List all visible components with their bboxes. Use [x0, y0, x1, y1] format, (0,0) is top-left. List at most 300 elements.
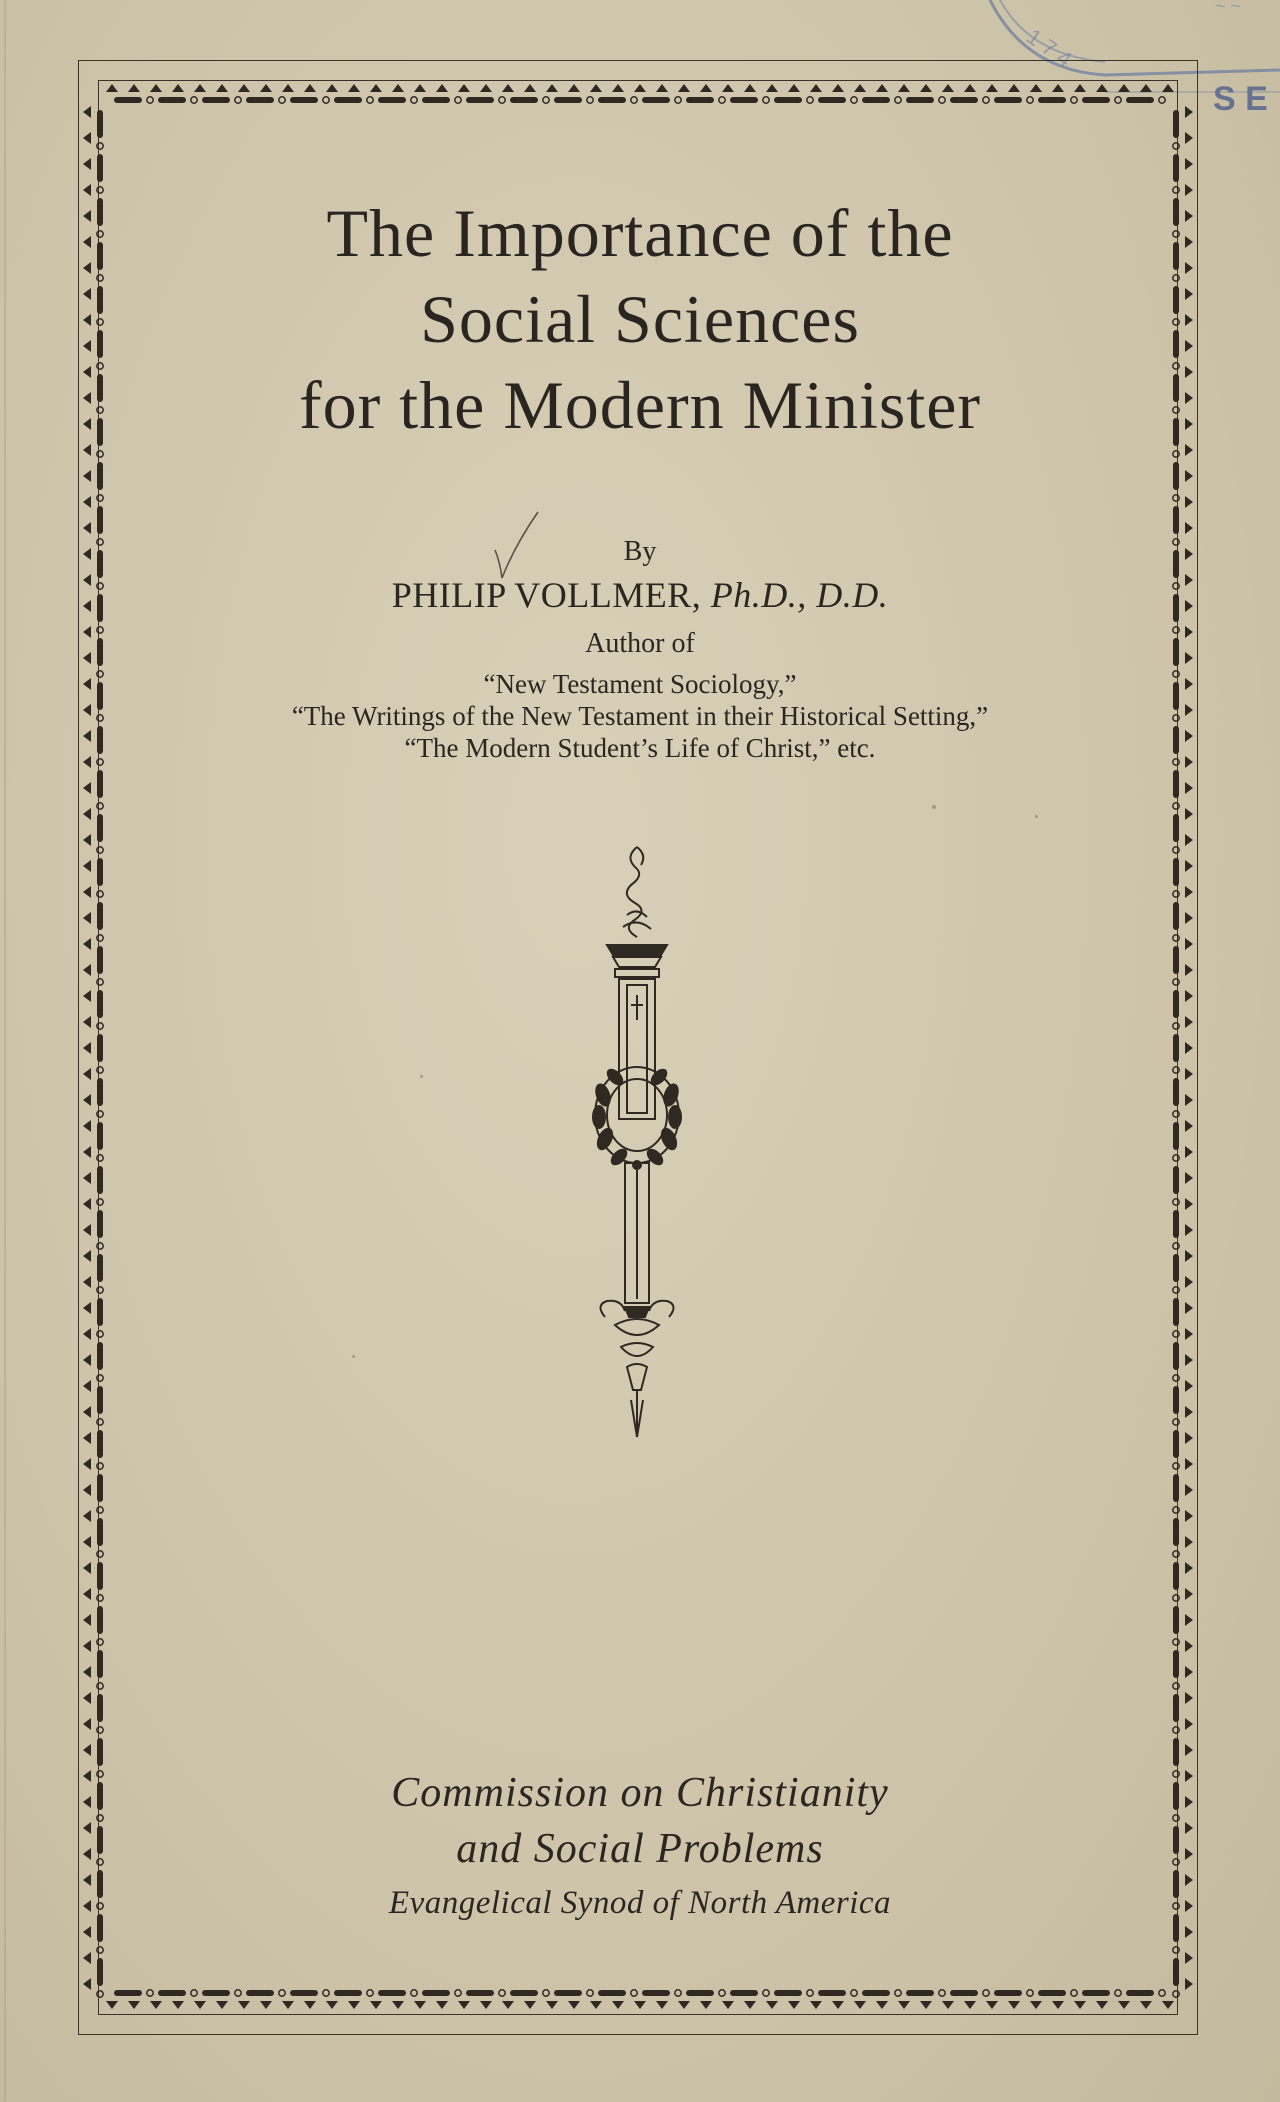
border-ornament-link	[97, 946, 103, 974]
border-ornament-link	[83, 1068, 91, 1080]
border-ornament-link	[898, 84, 910, 92]
border-ornament-link	[1038, 1990, 1066, 1996]
border-ornament-link	[83, 132, 91, 144]
border-ornament-link	[436, 84, 448, 92]
border-ornament-link	[83, 288, 91, 300]
publisher	[120, 1765, 1160, 1877]
border-ornament-link	[1173, 715, 1179, 721]
border-ornament-link	[1173, 187, 1179, 193]
border-ornament-link	[455, 1990, 461, 1996]
border-ornament-link	[83, 1848, 91, 1860]
border-ornament-link	[83, 1510, 91, 1522]
border-ornament-link	[568, 2001, 580, 2009]
border-ornament-link	[1173, 451, 1179, 457]
border-ornament-link	[631, 1990, 637, 1996]
border-ornament-link	[1173, 1958, 1179, 1986]
border-ornament-link	[246, 97, 274, 103]
border-ornament-link	[83, 834, 91, 846]
border-ornament-link	[1185, 106, 1193, 118]
border-ornament-link	[83, 418, 91, 430]
border-ornament-link	[150, 84, 162, 92]
border-ornament-link	[950, 97, 978, 103]
border-ornament-link	[83, 340, 91, 352]
svg-text:1 7 4: 1 7 4	[1022, 23, 1077, 73]
border-ornament-link	[97, 814, 103, 842]
border-ornament-link	[480, 84, 492, 92]
border-ornament-link	[97, 1903, 103, 1909]
border-ornament-link	[1185, 1016, 1193, 1028]
border-ornament-link	[1052, 84, 1064, 92]
border-ornament-link	[466, 1990, 494, 1996]
border-ornament-link	[326, 2001, 338, 2009]
border-ornament-link	[1173, 154, 1179, 182]
border-ornament-link	[83, 912, 91, 924]
border-ornament-link	[458, 2001, 470, 2009]
border-ornament-link	[83, 808, 91, 820]
border-ornament-link	[83, 1900, 91, 1912]
border-ornament-link	[832, 84, 844, 92]
border-ornament-link	[97, 1023, 103, 1029]
border-ornament-link	[83, 964, 91, 976]
border-ornament-link	[97, 374, 103, 402]
border-ornament-link	[1185, 652, 1193, 664]
border-ornament-link	[83, 1770, 91, 1782]
border-ornament-link	[97, 1606, 103, 1634]
border-ornament-link	[788, 2001, 800, 2009]
border-ornament-link	[1185, 912, 1193, 924]
author-line	[120, 574, 1160, 616]
border-ornament-link	[1173, 110, 1179, 138]
border-ornament-link	[1173, 198, 1179, 226]
border-ornament-link	[1173, 594, 1179, 622]
border-ornament-link	[1173, 286, 1179, 314]
border-ornament-link	[1185, 1848, 1193, 1860]
border-ornament-link	[1185, 730, 1193, 742]
border-ornament-link	[97, 1694, 103, 1722]
border-ornament-link	[378, 1990, 406, 1996]
border-ornament-link	[83, 652, 91, 664]
border-ornament-link	[587, 97, 593, 103]
border-ornament-link	[83, 1874, 91, 1886]
border-ornament-link	[1185, 236, 1193, 248]
border-ornament-link	[906, 97, 934, 103]
border-ornament-link	[1173, 682, 1179, 710]
border-ornament-link	[83, 1796, 91, 1808]
border-ornament-link	[83, 1276, 91, 1288]
border-ornament-link	[392, 2001, 404, 2009]
border-ornament-link	[97, 759, 103, 765]
border-ornament-link	[862, 1990, 890, 1996]
border-ornament-link	[83, 210, 91, 222]
border-ornament-link	[1173, 1331, 1179, 1337]
border-ornament-link	[1185, 1068, 1193, 1080]
border-ornament-link	[1173, 759, 1179, 765]
publisher-line: Commission on Christianity	[391, 1770, 889, 1816]
border-ornament-link	[554, 1990, 582, 1996]
border-ornament-link	[83, 990, 91, 1002]
border-ornament-link	[128, 84, 140, 92]
border-ornament-link	[455, 97, 461, 103]
border-ornament-link	[216, 84, 228, 92]
border-ornament-link	[1118, 2001, 1130, 2009]
border-ornament-link	[1115, 1990, 1121, 1996]
border-ornament-link	[1173, 1826, 1179, 1854]
border-ornament-link	[1140, 2001, 1152, 2009]
svg-text:S E: S E	[1213, 80, 1268, 118]
border-ornament-link	[83, 470, 91, 482]
border-ornament-link	[763, 97, 769, 103]
border-ornament-link	[1173, 847, 1179, 853]
border-ornament-link	[83, 262, 91, 274]
border-ornament-link	[290, 97, 318, 103]
border-ornament-link	[763, 1990, 769, 1996]
border-ornament-link	[1173, 1782, 1179, 1810]
border-ornament-link	[83, 860, 91, 872]
border-ornament-link	[1052, 2001, 1064, 2009]
border-ornament-link	[83, 704, 91, 716]
border-ornament-link	[194, 2001, 206, 2009]
work-title: “The Modern Student’s Life of Christ,” etc.	[404, 733, 876, 763]
border-ornament-link	[1173, 935, 1179, 941]
border-ornament-link	[97, 770, 103, 798]
border-ornament-link	[114, 1990, 142, 1996]
border-ornament-link	[83, 1926, 91, 1938]
border-ornament-link	[1185, 1172, 1193, 1184]
border-ornament-link	[1173, 462, 1179, 490]
border-ornament-link	[1096, 84, 1108, 92]
border-ornament-link	[546, 84, 558, 92]
border-ornament-link	[83, 522, 91, 534]
border-ornament-link	[851, 1990, 857, 1996]
border-ornament-link	[1185, 1666, 1193, 1678]
border-ornament-link	[260, 2001, 272, 2009]
border-ornament-link	[414, 2001, 426, 2009]
border-ornament-link	[83, 1536, 91, 1548]
border-ornament-link	[986, 2001, 998, 2009]
border-ornament-link	[656, 84, 668, 92]
page-edge-shadow	[4, 0, 6, 2102]
border-ornament-link	[1173, 1914, 1179, 1942]
border-ornament-link	[1173, 1254, 1179, 1282]
border-ornament-link	[510, 97, 538, 103]
border-ornament-link	[807, 1990, 813, 1996]
border-ornament-link	[1185, 132, 1193, 144]
border-ornament-link	[97, 539, 103, 545]
border-ornament-link	[97, 1991, 103, 1997]
border-ornament-link	[1173, 363, 1179, 369]
border-ornament-link	[238, 2001, 250, 2009]
border-ornament-link	[97, 462, 103, 490]
border-ornament-link	[1173, 902, 1179, 930]
border-ornament-link	[1173, 1287, 1179, 1293]
border-ornament-link	[1173, 1111, 1179, 1117]
border-ornament-link	[97, 198, 103, 226]
border-ornament-link	[83, 444, 91, 456]
border-ornament-link	[1185, 1900, 1193, 1912]
border-ornament-link	[1173, 1430, 1179, 1458]
border-ornament-link	[744, 84, 756, 92]
border-ornament-link	[1185, 1328, 1193, 1340]
border-ornament-link	[1173, 583, 1179, 589]
border-ornament-link	[1185, 1302, 1193, 1314]
border-ornament-link	[807, 97, 813, 103]
border-ornament-link	[1173, 330, 1179, 358]
border-ornament-link	[1185, 210, 1193, 222]
border-ornament-link	[1074, 84, 1086, 92]
border-ornament-link	[906, 1990, 934, 1996]
border-ornament-link	[83, 886, 91, 898]
border-ornament-link	[83, 1718, 91, 1730]
border-ornament-link	[700, 84, 712, 92]
border-ornament-link	[83, 730, 91, 742]
border-ornament-link	[1173, 1595, 1179, 1601]
border-ornament-link	[367, 97, 373, 103]
document-title	[120, 190, 1160, 448]
border-ornament-link	[97, 1199, 103, 1205]
border-ornament-link	[994, 1990, 1022, 1996]
border-ornament-link	[634, 2001, 646, 2009]
border-ornament-link	[158, 97, 186, 103]
border-ornament-link	[719, 1990, 725, 1996]
border-ornament-link	[1173, 1199, 1179, 1205]
border-ornament-link	[97, 242, 103, 270]
border-ornament-link	[1173, 1155, 1179, 1161]
border-ornament-link	[524, 2001, 536, 2009]
border-ornament-link	[1173, 1243, 1179, 1249]
border-ornament-link	[1185, 496, 1193, 508]
border-ornament-link	[83, 106, 91, 118]
border-ornament-link	[675, 1990, 681, 1996]
border-ornament-link	[1030, 2001, 1042, 2009]
border-ornament-link	[1185, 1094, 1193, 1106]
border-ornament-link	[97, 495, 103, 501]
border-ornament-link	[1173, 1903, 1179, 1909]
title-line: Social Sciences	[420, 281, 860, 357]
border-ornament-link	[97, 1034, 103, 1062]
border-ornament-link	[83, 1744, 91, 1756]
border-ornament-link	[1185, 1614, 1193, 1626]
border-ornament-link	[83, 1120, 91, 1132]
border-ornament-link	[510, 1990, 538, 1996]
border-ornament-link	[1173, 539, 1179, 545]
border-ornament-link	[1173, 814, 1179, 842]
border-ornament-link	[590, 2001, 602, 2009]
border-ornament-link	[1008, 2001, 1020, 2009]
border-ornament-link	[97, 858, 103, 886]
border-ornament-link	[950, 1990, 978, 1996]
border-ornament-link	[854, 84, 866, 92]
border-ornament-link	[83, 158, 91, 170]
border-ornament-link	[1173, 418, 1179, 446]
border-ornament-link	[83, 782, 91, 794]
border-ornament-link	[334, 1990, 362, 1996]
border-ornament-link	[246, 1990, 274, 1996]
border-ornament-link	[97, 1771, 103, 1777]
border-ornament-link	[678, 2001, 690, 2009]
border-ornament-link	[730, 1990, 758, 1996]
border-ornament-link	[97, 1562, 103, 1590]
border-ornament-link	[876, 2001, 888, 2009]
border-ornament-link	[568, 84, 580, 92]
border-ornament-link	[97, 594, 103, 622]
border-ornament-link	[1173, 1859, 1179, 1865]
border-ornament-link	[1173, 1870, 1179, 1898]
paper-speck	[352, 1355, 355, 1358]
border-ornament-link	[942, 2001, 954, 2009]
border-ornament-link	[1173, 1166, 1179, 1194]
border-ornament-link	[422, 1990, 450, 1996]
border-ornament-link	[83, 496, 91, 508]
border-ornament-link	[1185, 600, 1193, 612]
border-ornament-link	[216, 2001, 228, 2009]
border-ornament-link	[1173, 1650, 1179, 1678]
border-ornament-link	[818, 97, 846, 103]
border-ornament-link	[1162, 84, 1174, 92]
border-ornament-link	[587, 1990, 593, 1996]
border-ornament-link	[1173, 726, 1179, 754]
border-ornament-link	[895, 1990, 901, 1996]
border-ornament-link	[719, 97, 725, 103]
border-ornament-link	[895, 97, 901, 103]
border-ornament-link	[114, 97, 142, 103]
border-ornament-link	[326, 84, 338, 92]
border-ornament-link	[774, 97, 802, 103]
border-ornament-link	[458, 84, 470, 92]
border-ornament-link	[202, 97, 230, 103]
border-ornament-link	[546, 2001, 558, 2009]
border-ornament-link	[370, 2001, 382, 2009]
border-ornament-link	[1173, 1122, 1179, 1150]
border-ornament-link	[983, 97, 989, 103]
border-ornament-link	[1173, 374, 1179, 402]
border-ornament-link	[97, 451, 103, 457]
border-ornament-link	[1173, 1507, 1179, 1513]
border-ornament-link	[83, 1978, 91, 1990]
border-ornament-link	[1173, 1738, 1179, 1766]
border-ornament-link	[97, 1507, 103, 1513]
border-ornament-link	[414, 84, 426, 92]
byline: By	[623, 536, 657, 567]
border-ornament-link	[97, 1166, 103, 1194]
border-ornament-link	[1126, 97, 1154, 103]
border-ornament-link	[97, 682, 103, 710]
border-ornament-link	[1185, 704, 1193, 716]
border-ornament-link	[1038, 97, 1066, 103]
border-ornament-link	[1173, 1034, 1179, 1062]
border-ornament-link	[97, 935, 103, 941]
border-ornament-link	[466, 97, 494, 103]
border-ornament-link	[1185, 444, 1193, 456]
border-ornament-link	[290, 1990, 318, 1996]
work-title: “The Writings of the New Testament in their Historical Setting,”	[291, 701, 989, 731]
border-ornament-link	[1173, 638, 1179, 666]
border-ornament-link	[97, 1958, 103, 1986]
border-ornament-link	[766, 84, 778, 92]
border-ornament-link	[97, 1243, 103, 1249]
border-ornament-link	[97, 583, 103, 589]
border-ornament-link	[1173, 1518, 1179, 1546]
border-ornament-link	[851, 97, 857, 103]
border-ornament-link	[97, 1155, 103, 1161]
border-ornament-link	[1185, 1692, 1193, 1704]
border-ornament-link	[1185, 1380, 1193, 1392]
border-ornament-link	[348, 2001, 360, 2009]
border-ornament-link	[1185, 1926, 1193, 1938]
border-ornament-link	[97, 715, 103, 721]
border-ornament-link	[97, 1210, 103, 1238]
border-ornament-link	[370, 84, 382, 92]
border-ornament-link	[1185, 1198, 1193, 1210]
border-ornament-link	[1173, 1991, 1179, 1997]
border-ornament-link	[876, 84, 888, 92]
border-ornament-link	[722, 2001, 734, 2009]
border-ornament-link	[83, 1302, 91, 1314]
border-ornament-link	[1173, 1386, 1179, 1414]
border-ornament-link	[97, 1342, 103, 1370]
border-ornament-link	[1173, 1023, 1179, 1029]
border-ornament-link	[235, 1990, 241, 1996]
border-ornament-link	[612, 84, 624, 92]
border-ornament-link	[411, 97, 417, 103]
border-ornament-link	[97, 231, 103, 237]
border-ornament-link	[502, 2001, 514, 2009]
border-ornament-link	[1185, 808, 1193, 820]
border-ornament-link	[1173, 1815, 1179, 1821]
border-ornament-link	[1027, 97, 1033, 103]
border-ornament-link	[1118, 84, 1130, 92]
border-ornament-link	[97, 979, 103, 985]
border-ornament-link	[1173, 803, 1179, 809]
border-ornament-link	[304, 2001, 316, 2009]
border-ornament-link	[862, 97, 890, 103]
border-ornament-link	[598, 1990, 626, 1996]
border-ornament-link	[656, 2001, 668, 2009]
border-ornament-link	[147, 97, 153, 103]
border-ornament-link	[1173, 1463, 1179, 1469]
border-ornament-link	[499, 97, 505, 103]
border-ornament-link	[1173, 858, 1179, 886]
border-ornament-link	[480, 2001, 492, 2009]
border-ornament-link	[83, 1952, 91, 1964]
border-ornament-link	[83, 1380, 91, 1392]
border-ornament-link	[97, 143, 103, 149]
border-ornament-link	[1173, 979, 1179, 985]
border-ornament-link	[348, 84, 360, 92]
border-ornament-link	[543, 1990, 549, 1996]
border-ornament-link	[83, 1146, 91, 1158]
border-ornament-link	[97, 506, 103, 534]
border-ornament-link	[986, 84, 998, 92]
left-border-ornament	[82, 100, 116, 2000]
border-ornament-link	[378, 97, 406, 103]
border-ornament-link	[83, 1406, 91, 1418]
border-ornament-link	[1185, 1770, 1193, 1782]
border-ornament-link	[334, 97, 362, 103]
border-ornament-link	[97, 1331, 103, 1337]
border-ornament-link	[83, 184, 91, 196]
border-ornament-link	[83, 1224, 91, 1236]
border-ornament-link	[983, 1990, 989, 1996]
border-ornament-link	[83, 1354, 91, 1366]
border-ornament-link	[97, 1683, 103, 1689]
border-ornament-link	[83, 314, 91, 326]
border-ornament-link	[1185, 1042, 1193, 1054]
border-ornament-link	[730, 97, 758, 103]
border-ornament-link	[392, 84, 404, 92]
border-ornament-link	[235, 97, 241, 103]
border-ornament-link	[1185, 366, 1193, 378]
border-ornament-link	[1185, 288, 1193, 300]
